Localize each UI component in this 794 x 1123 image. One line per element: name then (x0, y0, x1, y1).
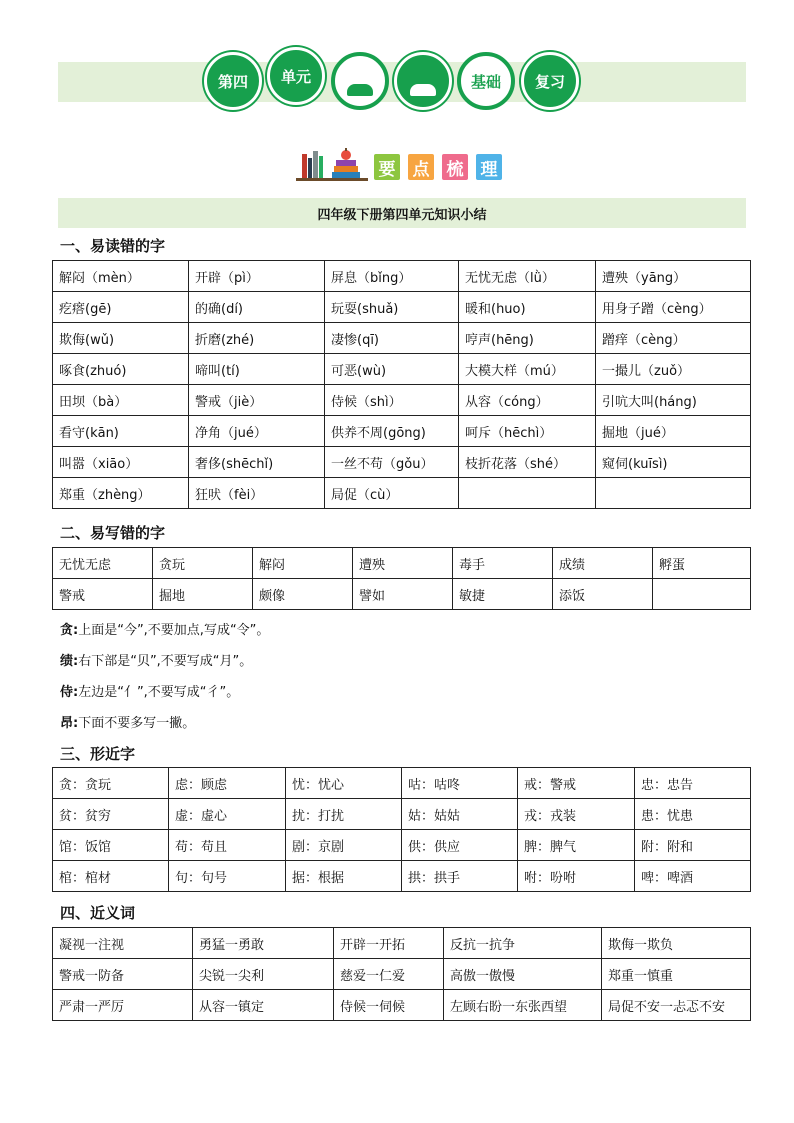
table-cell: 棺：棺材 (53, 861, 169, 892)
table-cell: 戒：警戒 (518, 768, 635, 799)
table-cell: 呵斥（hēchì） (459, 416, 596, 447)
table-cell: 可恶(wù) (325, 354, 459, 385)
title-tile-1: 要 (374, 154, 400, 180)
table-cell: 啄食(zhuó) (53, 354, 189, 385)
table-row (53, 768, 751, 799)
badge-basic: 基础 (457, 52, 515, 110)
table-cell: 一撮儿（zuǒ） (596, 354, 751, 385)
table-cell: 据：根据 (286, 861, 402, 892)
title-tile-3: 梳 (442, 154, 468, 180)
table-cell: 侍候一伺候 (334, 990, 444, 1021)
badge-unit-number: 第四 (204, 52, 262, 110)
table-cell: 贫：贫穷 (53, 799, 169, 830)
table-cell: 凄惨(qī) (325, 323, 459, 354)
table-cell: 颇像 (253, 579, 353, 610)
table-row (53, 799, 751, 830)
badge-review: 复习 (521, 52, 579, 110)
table-cell: 孵蛋 (653, 548, 751, 579)
table-cell: 苟：苟且 (169, 830, 286, 861)
table-cell: 局促不安一忐忑不安 (602, 990, 751, 1021)
table-cell: 脾：脾气 (518, 830, 635, 861)
table-row (53, 478, 751, 509)
table-cell: 譬如 (353, 579, 453, 610)
note-2: 绩:右下部是“贝”,不要写成“月”。 (60, 654, 253, 669)
table-cell: 供养不周(gōng) (325, 416, 459, 447)
note-3: 侍:左边是“亻”,不要写成“彳”。 (60, 685, 240, 700)
table-row (53, 354, 751, 385)
cloud-icon (347, 84, 373, 96)
table-cell: 敏捷 (453, 579, 553, 610)
table-row (53, 928, 751, 959)
table-cell: 句：句号 (169, 861, 286, 892)
table-cell: 忠：忠告 (635, 768, 751, 799)
table-cell: 戎：戎装 (518, 799, 635, 830)
note-1: 贪:上面是“今”,不要加点,写成“令”。 (60, 623, 270, 638)
table-cell: 严肃一严厉 (53, 990, 193, 1021)
table-row (53, 385, 751, 416)
table-row (53, 292, 751, 323)
table-cell: 狂吠（fèi） (189, 478, 325, 509)
table-cell: 奢侈(shēchǐ) (189, 447, 325, 478)
table-row (53, 861, 751, 892)
table-cell: 高傲一傲慢 (444, 959, 602, 990)
table-cell: 疙瘩(gē) (53, 292, 189, 323)
table-cell: 警戒一防备 (53, 959, 193, 990)
table-row (53, 261, 751, 292)
table-cell: 添饭 (553, 579, 653, 610)
section-heading-1: 一、易读错的字 (60, 237, 166, 255)
table-cell: 拱：拱手 (402, 861, 518, 892)
table-cell: 啼叫(tí) (189, 354, 325, 385)
table-cell: 慈爱一仁爱 (334, 959, 444, 990)
table-cell: 开辟一开拓 (334, 928, 444, 959)
books-icon (296, 148, 368, 182)
table-cell: 姑：姑姑 (402, 799, 518, 830)
table-cell: 枝折花落（shé） (459, 447, 596, 478)
table-cell: 引吭大叫(háng) (596, 385, 751, 416)
table-cell: 从容（cóng） (459, 385, 596, 416)
table-cell: 的确(dí) (189, 292, 325, 323)
table-cell (459, 478, 596, 509)
table-cell: 开辟（pì） (189, 261, 325, 292)
table-cell: 虑：顾虑 (169, 768, 286, 799)
cloud-icon (410, 84, 436, 96)
table-cell: 从容一镇定 (193, 990, 334, 1021)
table-row (53, 323, 751, 354)
table-cell: 尖锐一尖利 (193, 959, 334, 990)
table-cell: 患：忧患 (635, 799, 751, 830)
table-cell: 反抗一抗争 (444, 928, 602, 959)
section-heading-2: 二、易写错的字 (60, 524, 166, 542)
table-easy-miswrite (52, 547, 751, 610)
table-cell: 警戒 (53, 579, 153, 610)
table-row (53, 579, 751, 610)
table-cell: 看守(kān) (53, 416, 189, 447)
table-cell: 啤：啤酒 (635, 861, 751, 892)
title-tile-4: 理 (476, 154, 502, 180)
table-cell: 忧：忧心 (286, 768, 402, 799)
table-cell: 左顾右盼一东张西望 (444, 990, 602, 1021)
table-row (53, 959, 751, 990)
table-cell: 扰：打扰 (286, 799, 402, 830)
table-cell: 虚：虚心 (169, 799, 286, 830)
table-cell: 郑重一慎重 (602, 959, 751, 990)
table-similar-chars (52, 767, 751, 892)
table-cell: 贪：贪玩 (53, 768, 169, 799)
section-heading-4: 四、近义词 (60, 904, 136, 922)
table-cell: 叫嚣（xiāo） (53, 447, 189, 478)
table-cell: 侍候（shì） (325, 385, 459, 416)
table-cell: 解闷（mèn） (53, 261, 189, 292)
table-cell: 凝视一注视 (53, 928, 193, 959)
table-cell: 警戒（jiè） (189, 385, 325, 416)
table-cell: 供：供应 (402, 830, 518, 861)
table-cell (653, 579, 751, 610)
table-cell: 成绩 (553, 548, 653, 579)
section-heading-3: 三、形近字 (60, 745, 136, 763)
table-row (53, 447, 751, 478)
table-cell: 剧：京剧 (286, 830, 402, 861)
table-cell: 咕：咕咚 (402, 768, 518, 799)
table-cell: 净角（jué） (189, 416, 325, 447)
table-cell: 暖和(huo) (459, 292, 596, 323)
table-easy-misread (52, 260, 751, 509)
table-cell: 窥伺(kuīsì) (596, 447, 751, 478)
page-subtitle: 四年级下册第四单元知识小结 (58, 198, 746, 228)
table-cell: 一丝不苟（gǒu） (325, 447, 459, 478)
badge-unit: 单元 (267, 47, 325, 105)
table-row (53, 416, 751, 447)
table-cell: 用身子蹭（cèng） (596, 292, 751, 323)
table-synonyms (52, 927, 751, 1021)
table-cell: 田坝（bà） (53, 385, 189, 416)
table-cell: 哼声(hēng) (459, 323, 596, 354)
table-cell: 遭殃 (353, 548, 453, 579)
table-row (53, 990, 751, 1021)
table-cell: 郑重（zhèng） (53, 478, 189, 509)
title-tile-2: 点 (408, 154, 434, 180)
table-cell: 贪玩 (153, 548, 253, 579)
table-cell: 无忧无虑 (53, 548, 153, 579)
table-cell: 蹭痒（cèng） (596, 323, 751, 354)
table-cell: 玩耍(shuǎ) (325, 292, 459, 323)
note-4: 昂:下面不要多写一撇。 (60, 716, 196, 731)
table-cell: 欺侮(wǔ) (53, 323, 189, 354)
table-cell: 掘地 (153, 579, 253, 610)
table-cell: 附：附和 (635, 830, 751, 861)
badge-cloud-1 (331, 52, 389, 110)
table-cell: 欺侮一欺负 (602, 928, 751, 959)
table-cell: 毒手 (453, 548, 553, 579)
badge-cloud-2 (394, 52, 452, 110)
table-cell: 遭殃（yāng） (596, 261, 751, 292)
table-cell: 掘地（jué） (596, 416, 751, 447)
table-cell: 无忧无虑（lǜ） (459, 261, 596, 292)
table-cell: 大模大样（mú） (459, 354, 596, 385)
table-cell: 屏息（bǐng） (325, 261, 459, 292)
table-cell: 勇猛一勇敢 (193, 928, 334, 959)
table-row (53, 830, 751, 861)
table-cell: 馆：饭馆 (53, 830, 169, 861)
table-cell (596, 478, 751, 509)
table-cell: 局促（cù） (325, 478, 459, 509)
table-cell: 咐：吩咐 (518, 861, 635, 892)
table-cell: 折磨(zhé) (189, 323, 325, 354)
table-row (53, 548, 751, 579)
table-cell: 解闷 (253, 548, 353, 579)
